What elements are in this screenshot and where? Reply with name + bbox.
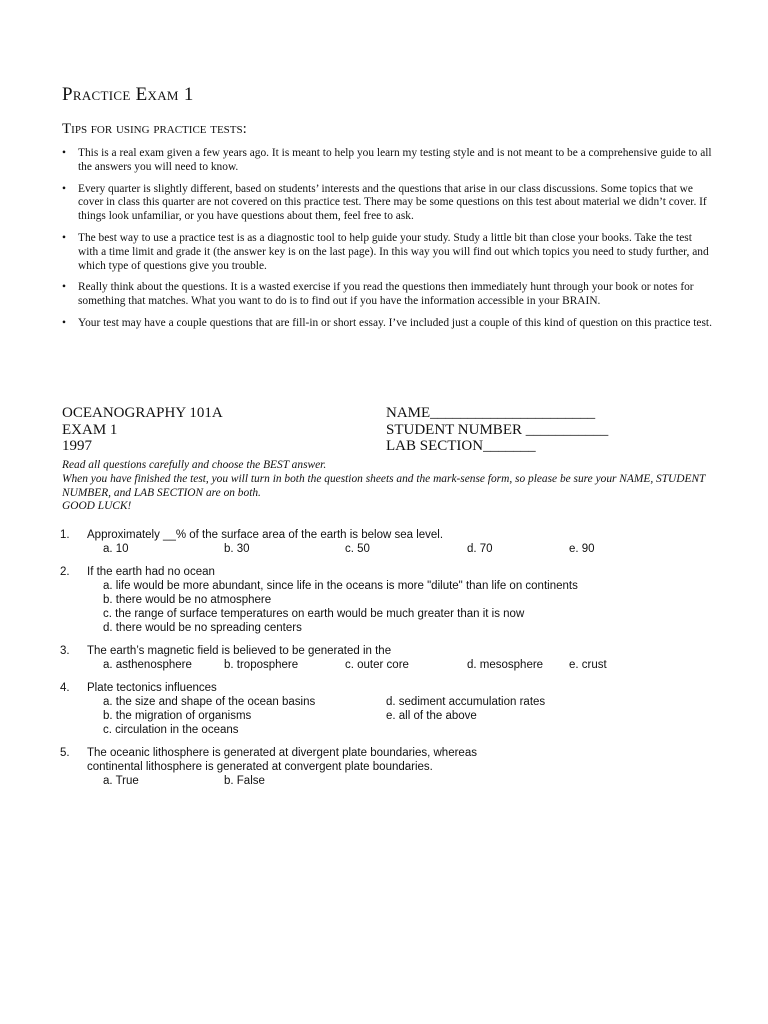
option[interactable]: b. False	[224, 775, 265, 787]
question-text: If the earth had no ocean	[87, 566, 215, 578]
option[interactable]: e. all of the above	[386, 710, 477, 722]
option[interactable]: b. 30	[224, 543, 250, 555]
option[interactable]: a. life would be more abundant, since life in the oceans is more "dilute" than life on continents	[103, 580, 578, 592]
answer-options	[103, 542, 720, 556]
option[interactable]: b. there would be no atmosphere	[103, 594, 272, 606]
question-text: Plate tectonics influences	[87, 682, 217, 694]
option[interactable]: c. circulation in the oceans	[103, 724, 239, 736]
exam-year: 1997	[62, 438, 92, 454]
question-number: 2.	[60, 566, 70, 578]
course-info	[62, 405, 223, 455]
question-text: Approximately __% of the surface area of the earth is below sea level.	[87, 529, 444, 541]
question-text: The earth’s magnetic field is believed to be generated in the	[87, 645, 392, 657]
tip-item: • Every quarter is slightly different, based on students’ interests and the questions that arise in our class discussions. Some topics that we cover in class this quarter are not covered on this practice test. There may be some questions on this test about material we didn’t cover. If things look unfamiliar, or you have questions about them, feel free to ask.	[62, 183, 712, 224]
exam-number: EXAM 1	[62, 421, 118, 438]
option[interactable]: d. 70	[467, 543, 493, 555]
tips-list	[62, 147, 712, 339]
option[interactable]: c. outer core	[345, 659, 409, 671]
option[interactable]: e. crust	[569, 659, 607, 671]
answer-options	[103, 774, 720, 788]
exam-instructions	[62, 459, 722, 514]
instruction-line: When you have finished the test, you will turn in both the question sheets and the mark-sense form, so please be sure your NAME, STUDENT NUMBER, and LAB SECTION are on both.	[62, 472, 706, 499]
question-3	[60, 644, 720, 672]
option[interactable]: a. the size and shape of the ocean basins	[103, 696, 316, 708]
option[interactable]: b. the migration of organisms	[103, 710, 252, 722]
question-list	[60, 528, 720, 797]
instruction-line: Read all questions carefully and choose the BEST answer.	[62, 459, 327, 471]
question-text: The oceanic lithosphere is generated at divergent plate boundaries, whereas	[87, 747, 477, 759]
option[interactable]: c. 50	[345, 543, 370, 555]
tips-heading: Tips for using practice tests:	[62, 121, 247, 137]
option[interactable]: a. asthenosphere	[103, 659, 192, 671]
question-number: 5.	[60, 747, 70, 759]
option[interactable]: d. mesosphere	[467, 659, 544, 671]
question-5	[60, 746, 720, 788]
option[interactable]: a. 10	[103, 543, 129, 555]
question-4	[60, 681, 720, 737]
option[interactable]: d. there would be no spreading centers	[103, 622, 302, 634]
tip-item: • Your test may have a couple questions that are fill-in or short essay. I’ve included just a couple of this kind of question on this practice test.	[62, 317, 712, 331]
option[interactable]: b. troposphere	[224, 659, 299, 671]
good-luck: GOOD LUCK!	[62, 500, 132, 513]
answer-options	[103, 579, 720, 635]
lab-section-field[interactable]: LAB SECTION_______	[386, 438, 536, 454]
question-number: 4.	[60, 682, 70, 694]
question-1	[60, 528, 720, 556]
option[interactable]: d. sediment accumulation rates	[386, 696, 546, 708]
question-text: continental lithosphere is generated at convergent plate boundaries.	[87, 761, 433, 773]
student-number-field[interactable]: STUDENT NUMBER ___________	[386, 421, 609, 438]
option[interactable]: c. the range of surface temperatures on earth would be much greater than it is now	[103, 608, 525, 620]
question-number: 3.	[60, 645, 70, 657]
course-name: OCEANOGRAPHY 101A	[62, 405, 223, 421]
tip-item: • This is a real exam given a few years ago. It is meant to help you learn my testing style and is not meant to be a comprehensive guide to all the answers you will need to know.	[62, 147, 712, 175]
option[interactable]: e. 90	[569, 543, 595, 555]
tip-item: • Really think about the questions. It is a wasted exercise if you read the questions then immediately hunt through your book or notes for something that matches. What you want to do is to find out if you have the information accessible in your BRAIN.	[62, 281, 712, 309]
tip-item: • The best way to use a practice test is as a diagnostic tool to help guide your study. Study a little bit than close your books. Take the test with a time limit and grade it (the answer key is on the last page). In this way you will find out which topics you need to study further, and which type of questions give you trouble.	[62, 232, 712, 273]
answer-options	[103, 695, 720, 737]
question-2	[60, 565, 720, 635]
student-info-fields	[386, 405, 608, 455]
option[interactable]: a. True	[103, 775, 139, 787]
name-field[interactable]: NAME______________________	[386, 405, 596, 421]
answer-options	[103, 658, 720, 672]
page-title: Practice Exam 1	[62, 84, 194, 105]
question-number: 1.	[60, 529, 70, 541]
